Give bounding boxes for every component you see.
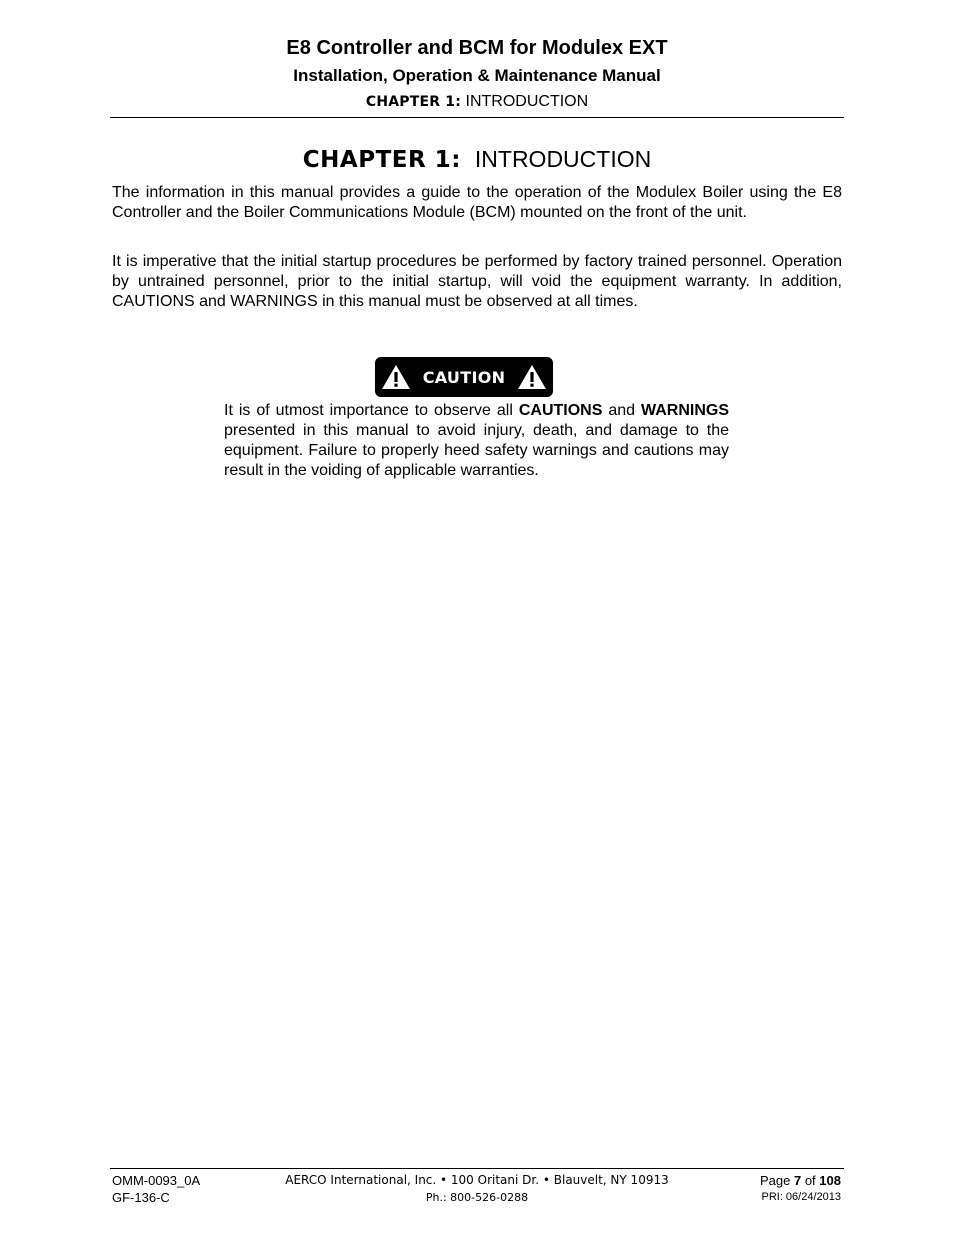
caution-text-part: presented in this manual to avoid injury, death, and damage to the equipment. Failure to properly heed safety warnings and cautions may result in the voiding of applicable warranties. (224, 422, 729, 479)
caution-text-part: and (602, 402, 641, 419)
header-divider (110, 117, 844, 118)
chapter-number: CHAPTER 1: (302, 147, 461, 173)
footer-center (260, 1172, 694, 1206)
running-chapter-label: CHAPTER 1: (365, 94, 462, 110)
running-chapter-header (110, 90, 844, 114)
manual-subtitle: Installation, Operation & Maintenance Manual (293, 66, 661, 85)
pri-date: PRI: 06/24/2013 (761, 1191, 841, 1203)
caution-label: CAUTION (422, 367, 506, 387)
chapter-heading (110, 143, 844, 176)
warning-triangle-icon (381, 364, 411, 390)
footer-divider (110, 1168, 844, 1169)
page-prefix: Page (760, 1173, 794, 1188)
chapter-title: INTRODUCTION (474, 146, 652, 172)
footer-left (112, 1172, 200, 1206)
running-chapter-name: INTRODUCTION (465, 93, 589, 110)
caution-emphasis-cautions: CAUTIONS (518, 402, 603, 419)
page-number (760, 1172, 841, 1189)
page-total: 108 (819, 1173, 841, 1188)
page-header (110, 34, 844, 114)
doc-number: OMM-0093_0A (112, 1173, 201, 1188)
intro-paragraph-2: It is imperative that the initial startup procedures be performed by factory trained personnel. Operation by untrained personnel, prior to the initial startup, will void the equipment warranty. In addition, CAUTIONS and WARNINGS in this manual must be observed at all times. (112, 253, 842, 310)
intro-paragraph-1: The information in this manual provides a guide to the operation of the Modulex Boiler using the E8 Controller and the Boiler Communications Module (BCM) mounted on the front of the unit. (112, 184, 842, 221)
manual-title: E8 Controller and BCM for Modulex EXT (286, 37, 668, 59)
caution-text (224, 401, 729, 481)
company-phone: Ph.: 800-526-0288 (425, 1191, 529, 1204)
company-address: AERCO International, Inc. • 100 Oritani Dr. • Blauvelt, NY 10913 (285, 1173, 669, 1187)
caution-emphasis-warnings: WARNINGS (641, 402, 729, 419)
warning-triangle-icon (517, 364, 547, 390)
caution-badge (375, 357, 553, 397)
footer-right (760, 1172, 841, 1206)
caution-text-part: It is of utmost importance to observe all (224, 402, 519, 419)
page-current: 7 (793, 1173, 802, 1188)
form-number: GF-136-C (112, 1190, 170, 1205)
page-of: of (801, 1173, 820, 1188)
